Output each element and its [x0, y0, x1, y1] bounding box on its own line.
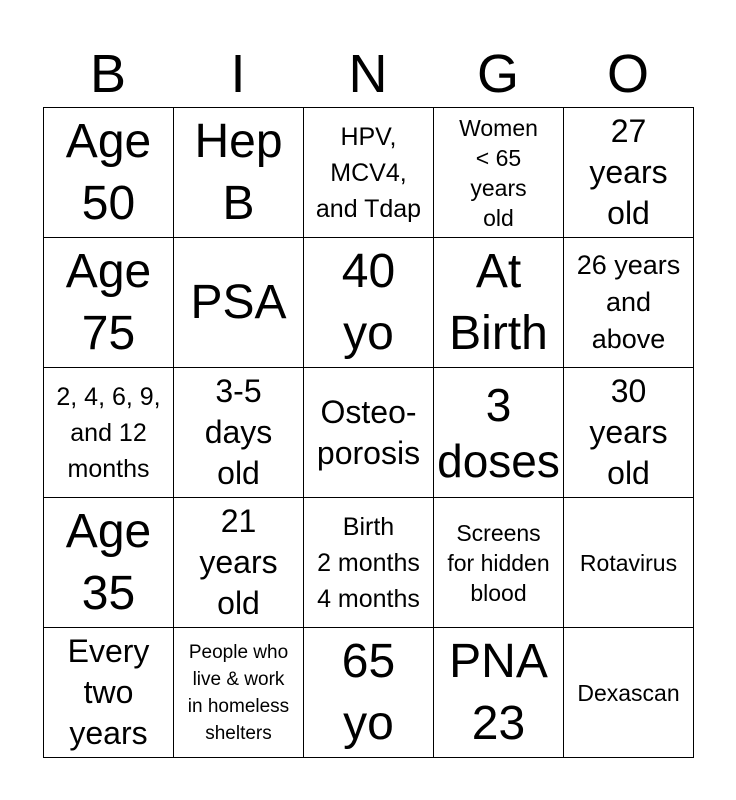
header-letter-i: I [230, 44, 246, 104]
bingo-cell-o4[interactable] [564, 498, 694, 628]
bingo-cell-i1[interactable] [174, 108, 304, 238]
cell-text: Age 50 [65, 114, 152, 230]
cell-text: 2, 4, 6, 9, and 12 months [56, 382, 161, 483]
cell-text: Osteo- porosis [316, 393, 421, 471]
bingo-cell-n5[interactable] [304, 628, 434, 758]
cell-text: Screens for hidden blood [447, 519, 550, 606]
bingo-cell-g3[interactable] [434, 368, 564, 498]
cell-text: Birth 2 months 4 months [317, 512, 420, 613]
bingo-board [43, 107, 694, 758]
bingo-cell-o2[interactable] [564, 238, 694, 368]
cell-text: Age 35 [65, 504, 152, 620]
cell-text: PSA [190, 275, 287, 329]
bingo-cell-o3[interactable] [564, 368, 694, 498]
header-letter-o: O [606, 44, 649, 104]
cell-text: Age 75 [65, 244, 152, 360]
cell-text: Every two years [67, 633, 150, 751]
bingo-cell-b4[interactable] [44, 498, 174, 628]
cell-text: 27 years old [589, 113, 668, 231]
cell-text: 3 doses [437, 378, 560, 487]
cell-text: 65 yo [341, 634, 396, 750]
bingo-cell-b5[interactable] [44, 628, 174, 758]
cell-text: 26 years and above [576, 250, 681, 354]
bingo-cell-i4[interactable] [174, 498, 304, 628]
cell-text: Rotavirus [579, 549, 678, 576]
cell-text: HPV, MCV4, and Tdap [315, 122, 422, 223]
bingo-cell-o1[interactable] [564, 108, 694, 238]
cell-text: People who live & work in homeless shelters [187, 641, 290, 744]
bingo-cell-b1[interactable] [44, 108, 174, 238]
bingo-cell-o5[interactable] [564, 628, 694, 758]
cell-text: Dexascan [577, 679, 680, 706]
bingo-cell-i3[interactable] [174, 368, 304, 498]
bingo-cell-i5[interactable] [174, 628, 304, 758]
cell-text: At Birth [449, 244, 548, 360]
bingo-cell-n4[interactable] [304, 498, 434, 628]
bingo-cell-n2[interactable] [304, 238, 434, 368]
cell-text: Women < 65 years old [459, 114, 538, 231]
bingo-cell-b3[interactable] [44, 368, 174, 498]
bingo-cell-g1[interactable] [434, 108, 564, 238]
bingo-cell-g2[interactable] [434, 238, 564, 368]
cell-text: 40 yo [341, 244, 396, 360]
bingo-header [43, 40, 693, 108]
bingo-cell-n3[interactable] [304, 368, 434, 498]
cell-text: 30 years old [589, 373, 668, 491]
header-letter-g: G [476, 44, 519, 104]
bingo-cell-n1[interactable] [304, 108, 434, 238]
header-letter-b: B [89, 44, 127, 104]
bingo-cell-g5[interactable] [434, 628, 564, 758]
header-letter-n: N [348, 44, 388, 104]
cell-text: PNA 23 [449, 634, 548, 750]
cell-text: 3-5 days old [204, 373, 273, 491]
cell-text: 21 years old [199, 503, 278, 621]
cell-text: Hep B [194, 114, 283, 230]
bingo-cell-i2[interactable] [174, 238, 304, 368]
bingo-cell-g4[interactable] [434, 498, 564, 628]
bingo-cell-b2[interactable] [44, 238, 174, 368]
